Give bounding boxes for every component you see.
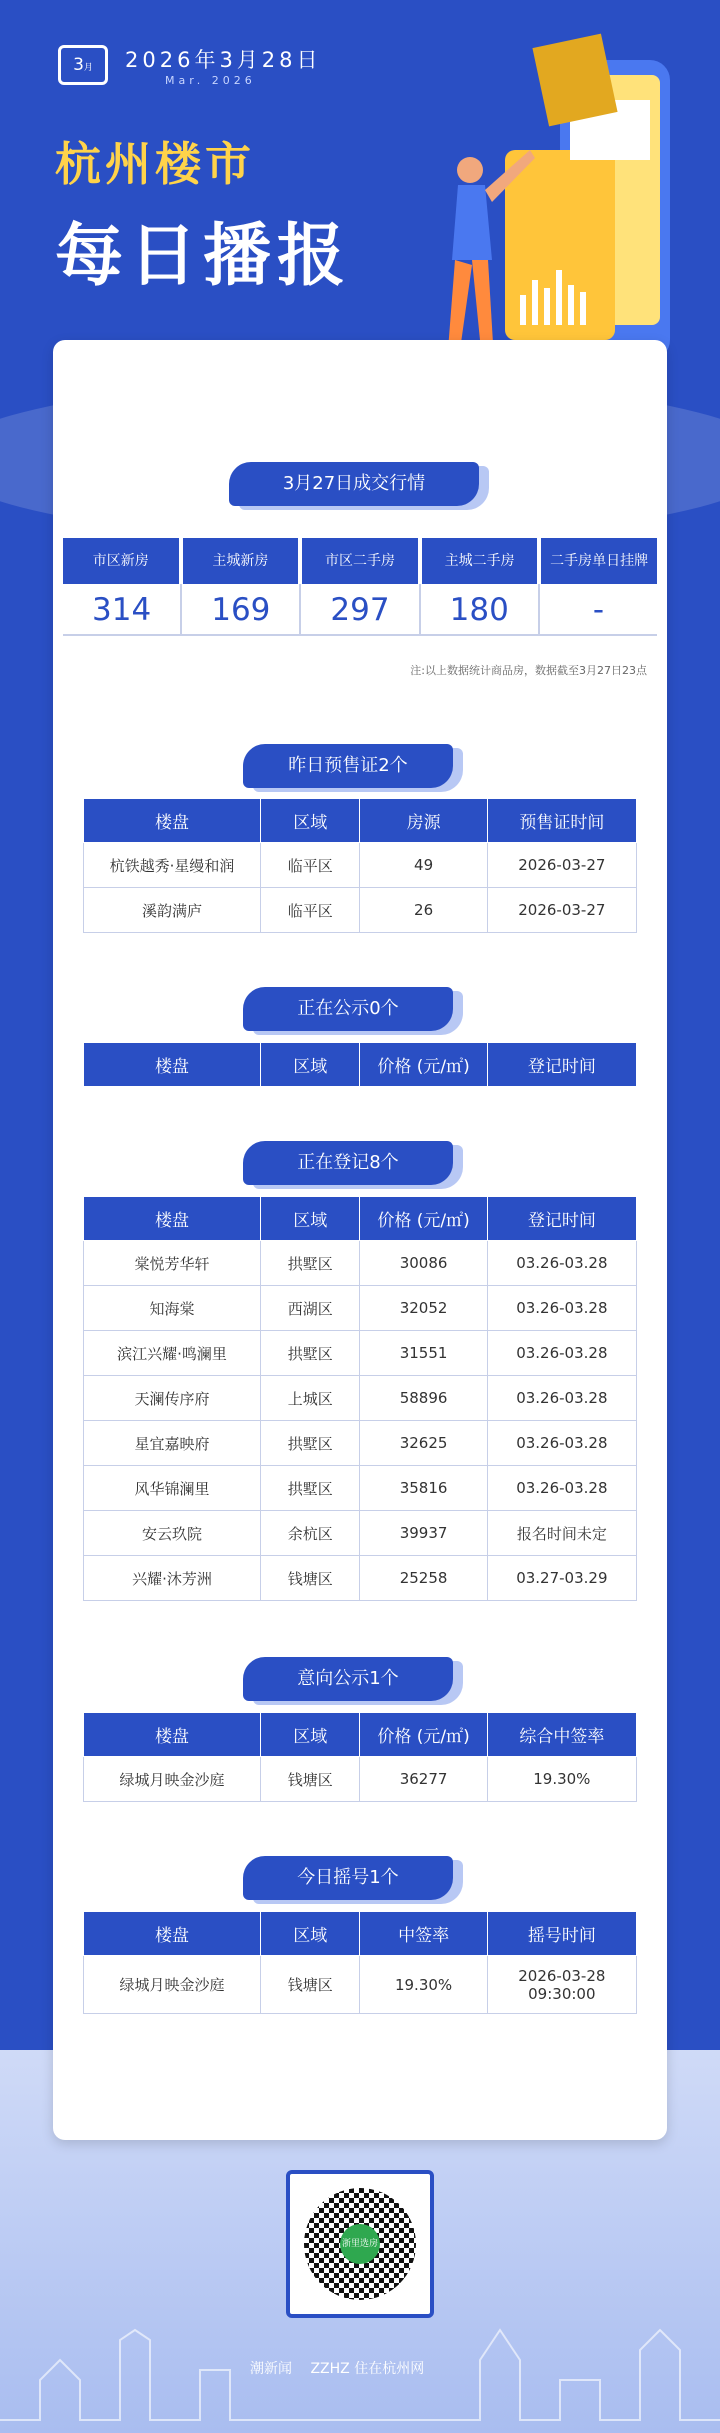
footer-logos <box>250 2358 470 2384</box>
table-row: 棠悦芳华轩 拱墅区 30086 03.26-03.28 <box>84 1241 637 1286</box>
presale-table <box>83 798 637 933</box>
date-en-label: Mar. 2026 <box>165 74 256 87</box>
col-header: 区域 <box>260 1912 360 1956</box>
table-row: 绿城月映金沙庭 钱塘区 36277 19.30% <box>84 1757 637 1802</box>
title-daily: 每日播报 <box>55 217 352 296</box>
qr-label: 浙里选房 <box>340 2224 380 2264</box>
col-header: 价格 (元/㎡) <box>360 1197 487 1241</box>
date-label: 2026年3月28日 <box>125 48 322 72</box>
col-header: 区域 <box>260 799 360 843</box>
col-header: 楼盘 <box>84 1713 261 1757</box>
col-header: 房源 <box>360 799 487 843</box>
stat-header: 市区二手房 <box>302 538 418 584</box>
stat-header: 主城新房 <box>183 538 299 584</box>
stat-value: - <box>592 592 604 628</box>
col-header: 中签率 <box>360 1912 487 1956</box>
table-row: 天澜传序府 上城区 58896 03.26-03.28 <box>84 1376 637 1421</box>
calendar-icon: 3月 <box>58 45 108 85</box>
col-header: 登记时间 <box>487 1043 636 1087</box>
col-header: 楼盘 <box>84 1043 261 1087</box>
illustration-person-documents <box>410 30 700 380</box>
registering-pill: 正在登记8个 <box>243 1141 453 1185</box>
col-header: 区域 <box>260 1197 360 1241</box>
report-card <box>53 340 667 2140</box>
registering-table <box>83 1196 637 1601</box>
col-header: 楼盘 <box>84 1197 261 1241</box>
lottery-table <box>83 1911 637 2014</box>
col-header: 价格 (元/㎡) <box>360 1713 487 1757</box>
table-row: 安云玖院 余杭区 39937 报名时间未定 <box>84 1511 637 1556</box>
table-row: 绿城月映金沙庭 钱塘区 19.30% 2026-03-28 09:30:00 <box>84 1956 637 2014</box>
stat-value: 169 <box>182 584 301 634</box>
title-city: 杭州楼市 <box>55 137 255 191</box>
lottery-pill: 今日摇号1个 <box>243 1856 453 1900</box>
col-header: 综合中签率 <box>487 1713 636 1757</box>
stat-value: 297 <box>301 584 420 634</box>
zzhz-logo: ZZHZ 住在杭州网 <box>310 2361 425 2377</box>
presale-pill: 昨日预售证2个 <box>243 744 453 788</box>
stat-value: 180 <box>421 584 540 634</box>
header <box>0 0 720 360</box>
table-row: 星宜嘉映府 拱墅区 32625 03.26-03.28 <box>84 1421 637 1466</box>
intent-table <box>83 1712 637 1802</box>
stat-header: 主城二手房 <box>422 538 538 584</box>
publicizing-pill: 正在公示0个 <box>243 987 453 1031</box>
stat-header: 市区新房 <box>63 538 179 584</box>
city-skyline <box>0 2270 720 2430</box>
stat-value: 314 <box>63 584 182 634</box>
col-header: 预售证时间 <box>487 799 636 843</box>
col-header: 摇号时间 <box>487 1912 636 1956</box>
table-row: 杭铁越秀·星缦和润 临平区 49 2026-03-27 <box>84 843 637 888</box>
stat-header: 二手房单日挂牌 <box>541 538 657 584</box>
table-row: 兴耀·沐芳洲 钱塘区 25258 03.27-03.29 <box>84 1556 637 1601</box>
summary-pill: 3月27日成交行情 <box>229 462 479 506</box>
table-row: 知海棠 西湖区 32052 03.26-03.28 <box>84 1286 637 1331</box>
col-header: 楼盘 <box>84 799 261 843</box>
col-header: 楼盘 <box>84 1912 261 1956</box>
col-header: 价格 (元/㎡) <box>360 1043 487 1087</box>
col-header: 区域 <box>260 1043 360 1087</box>
data-note: 注:以上数据统计商品房，数据截至3月27日23点 <box>410 664 647 677</box>
col-header: 登记时间 <box>487 1197 636 1241</box>
chao-news-logo: 潮新闻 <box>250 2361 292 2377</box>
table-row: 风华锦澜里 拱墅区 35816 03.26-03.28 <box>84 1466 637 1511</box>
publicizing-table <box>83 1042 637 1087</box>
col-header: 区域 <box>260 1713 360 1757</box>
table-row: 滨江兴耀·鸣澜里 拱墅区 31551 03.26-03.28 <box>84 1331 637 1376</box>
table-row: 溪韵满庐 临平区 26 2026-03-27 <box>84 888 637 933</box>
summary-stats <box>63 538 657 636</box>
intent-pill: 意向公示1个 <box>243 1657 453 1701</box>
